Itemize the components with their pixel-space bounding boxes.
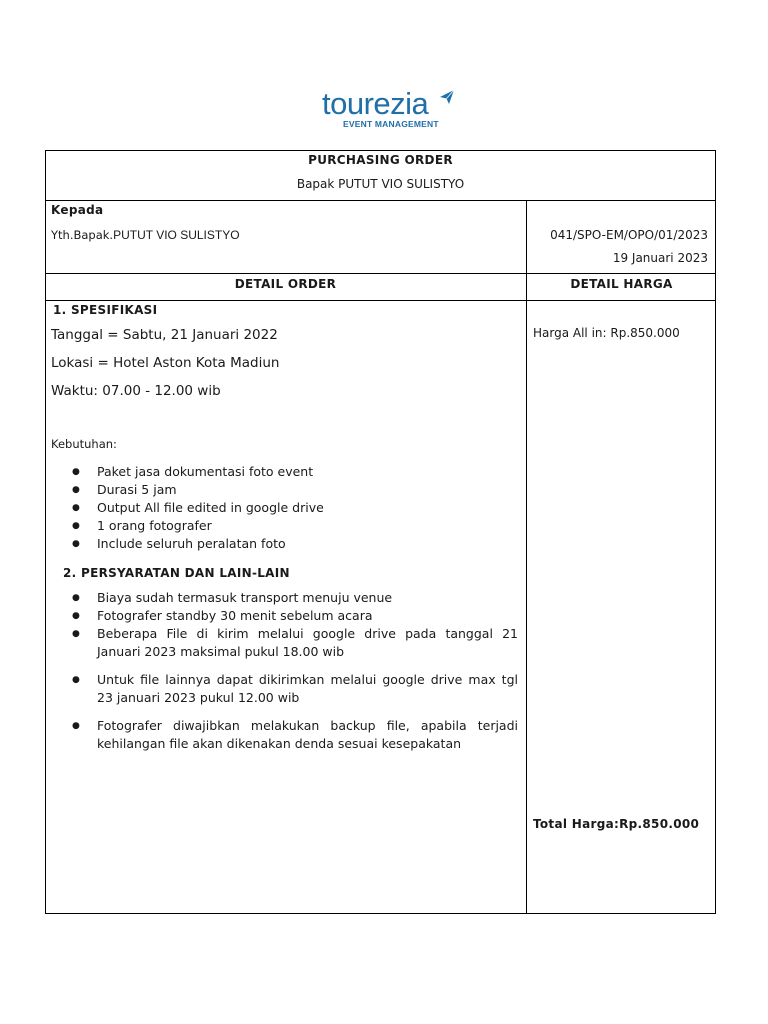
total-harga: Total Harga:Rp.850.000 xyxy=(533,817,700,831)
list-item: ● Untuk file lainnya dapat dikirimkan melalui google drive max tgl 23 januari 2023 pukul 12.00 wib xyxy=(72,671,518,707)
persyaratan-list xyxy=(72,589,518,661)
list-item: ● Output All file edited in google drive xyxy=(72,499,512,517)
document-date: 19 Januari 2023 xyxy=(612,251,708,265)
recipient-prefix: Yth.Bapak. xyxy=(51,228,114,242)
waktu-text: Waktu: 07.00 - 12.00 wib xyxy=(51,383,221,399)
divider xyxy=(45,200,716,201)
list-item: ● Fotografer standby 30 menit sebelum acara xyxy=(72,607,518,625)
recipient-header: Bapak PUTUT VIO SULISTYO xyxy=(296,177,465,191)
company-logo xyxy=(322,86,452,130)
persyaratan-list-cont xyxy=(72,671,518,707)
tanggal-text: Tanggal = Sabtu, 21 Januari 2022 xyxy=(51,327,278,343)
kebutuhan-label: Kebutuhan: xyxy=(51,437,117,451)
column-divider xyxy=(526,200,527,914)
recipient-name: PUTUT VIO SULISTYO xyxy=(113,228,240,242)
document-title: PURCHASING ORDER xyxy=(308,153,453,167)
persyaratan-list-cont xyxy=(72,717,518,753)
list-item: ● Durasi 5 jam xyxy=(72,481,512,499)
kebutuhan-list xyxy=(72,463,512,553)
document-number: 041/SPO-EM/OPO/01/2023 xyxy=(550,228,708,242)
list-item: ● Paket jasa dokumentasi foto event xyxy=(72,463,512,481)
list-item: ● Include seluruh peralatan foto xyxy=(72,535,512,553)
logo-wordmark: tourezia xyxy=(322,86,429,121)
divider xyxy=(45,300,716,301)
lokasi-text: Lokasi = Hotel Aston Kota Madiun xyxy=(51,355,280,371)
list-item: ● Beberapa File di kirim melalui google drive pada tanggal 21 Januari 2023 maksimal pukul 18.00 wib xyxy=(72,625,518,661)
kepada-label: Kepada xyxy=(51,203,104,217)
detail-harga-heading: DETAIL HARGA xyxy=(570,277,673,291)
recipient-line xyxy=(51,228,240,242)
spesifikasi-heading: 1. SPESIFIKASI xyxy=(53,303,158,317)
list-item: ● 1 orang fotografer xyxy=(72,517,512,535)
detail-order-heading: DETAIL ORDER xyxy=(234,277,337,291)
harga-all-in: Harga All in: Rp.850.000 xyxy=(533,326,680,340)
paper-plane-icon xyxy=(440,90,454,104)
list-item: ● Fotografer diwajibkan melakukan backup file, apabila terjadi kehilangan file akan dikenakan denda sesuai kesepakatan xyxy=(72,717,518,753)
list-item: ● Biaya sudah termasuk transport menuju venue xyxy=(72,589,518,607)
logo-tagline: EVENT MANAGEMENT xyxy=(343,119,439,129)
divider xyxy=(45,273,716,274)
persyaratan-heading: 2. PERSYARATAN DAN LAIN-LAIN xyxy=(63,566,290,580)
